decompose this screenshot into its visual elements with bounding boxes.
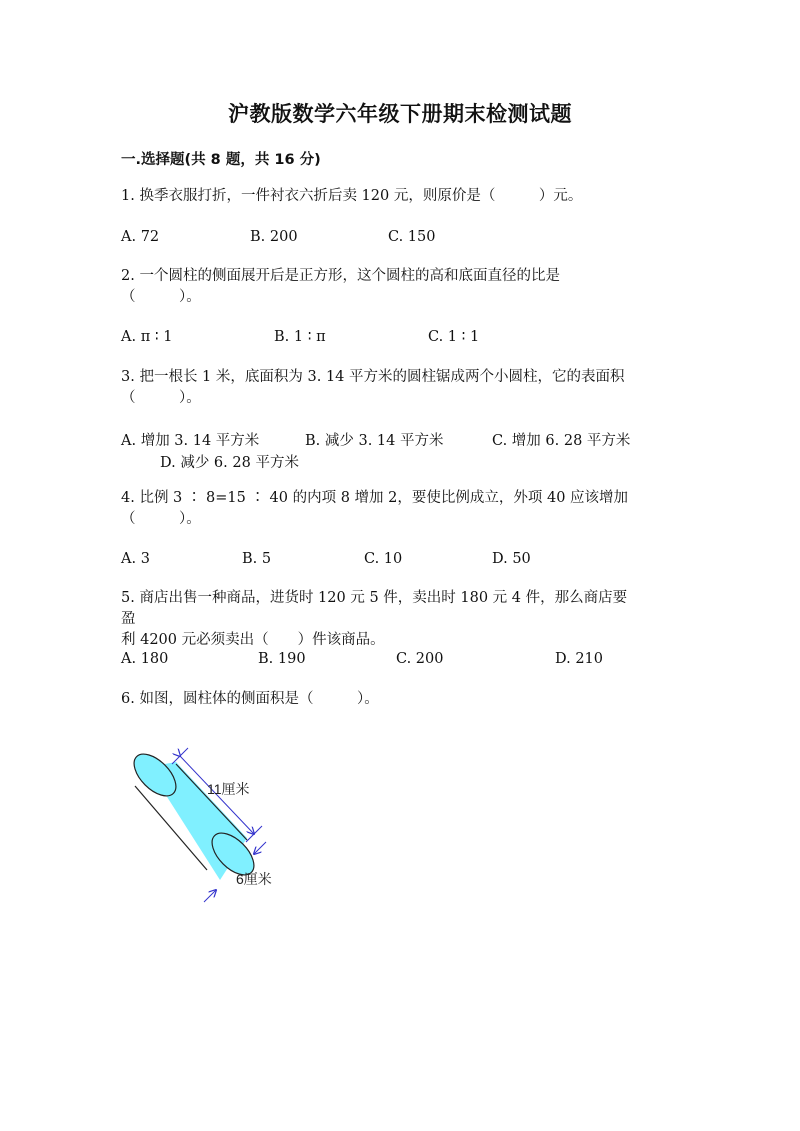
q5-option-a: A. 180 xyxy=(121,651,169,667)
question-4-line1: 4. 比例 3 ∶ 8=15 ∶ 40 的内项 8 增加 2，要使比例成立，外项 40 应该增加 xyxy=(121,490,629,506)
cylinder-figure xyxy=(120,742,320,912)
q5-option-d: D. 210 xyxy=(555,651,604,667)
length-label: 11厘米 xyxy=(207,781,250,797)
q5-option-c: C. 200 xyxy=(396,651,444,667)
q4-option-d: D. 50 xyxy=(492,551,531,567)
q2-option-c: C. 1 ∶ 1 xyxy=(428,329,480,345)
q1-option-b: B. 200 xyxy=(250,229,298,245)
q1-option-a: A. 72 xyxy=(121,229,160,245)
q4-option-b: B. 5 xyxy=(242,551,272,567)
q3-option-c: C. 增加 6. 28 平方米 xyxy=(492,433,631,449)
question-2 xyxy=(121,266,641,308)
q4-option-c: C. 10 xyxy=(364,551,403,567)
question-5-line2: 利 4200 元必须卖出（ ）件该商品。 xyxy=(121,632,385,648)
question-5 xyxy=(121,588,641,651)
diameter-label: 6厘米 xyxy=(236,871,272,887)
question-4-line2: （ ）。 xyxy=(121,511,201,527)
question-4 xyxy=(121,488,641,530)
diameter-arrow-top xyxy=(254,842,266,854)
q2-option-b: B. 1 ∶ π xyxy=(274,329,326,345)
question-3 xyxy=(121,367,641,409)
page-title: 沪教版数学六年级下册期末检测试题 xyxy=(228,102,572,126)
question-3-line1: 3. 把一根长 1 米，底面积为 3. 14 平方米的圆柱锯成两个小圆柱，它的表面积 xyxy=(121,369,625,385)
question-2-line1: 2. 一个圆柱的侧面展开后是正方形，这个圆柱的高和底面直径的比是 xyxy=(121,268,560,284)
q2-option-a: A. π ∶ 1 xyxy=(121,329,173,345)
q3-option-a: A. 增加 3. 14 平方米 xyxy=(121,433,260,449)
question-3-line2: （ ）。 xyxy=(121,390,201,406)
question-1: 1. 换季衣服打折，一件衬衣六折后卖 120 元，则原价是（ ）元。 xyxy=(121,188,583,204)
diameter-arrow-bottom xyxy=(204,890,216,902)
section-heading: 一.选择题(共 8 题，共 16 分) xyxy=(121,152,321,168)
q3-option-b: B. 减少 3. 14 平方米 xyxy=(305,433,444,449)
question-2-line2: （ ）。 xyxy=(121,289,201,305)
q1-option-c: C. 150 xyxy=(388,229,436,245)
q3-option-d: D. 减少 6. 28 平方米 xyxy=(160,455,299,471)
question-5-line1: 5. 商店出售一种商品，进货时 120 元 5 件，卖出时 180 元 4 件，那么商店要盈 xyxy=(121,590,628,627)
q5-option-b: B. 190 xyxy=(258,651,306,667)
q4-option-a: A. 3 xyxy=(121,551,150,567)
question-6: 6. 如图，圆柱体的侧面积是（ ）。 xyxy=(121,691,379,707)
